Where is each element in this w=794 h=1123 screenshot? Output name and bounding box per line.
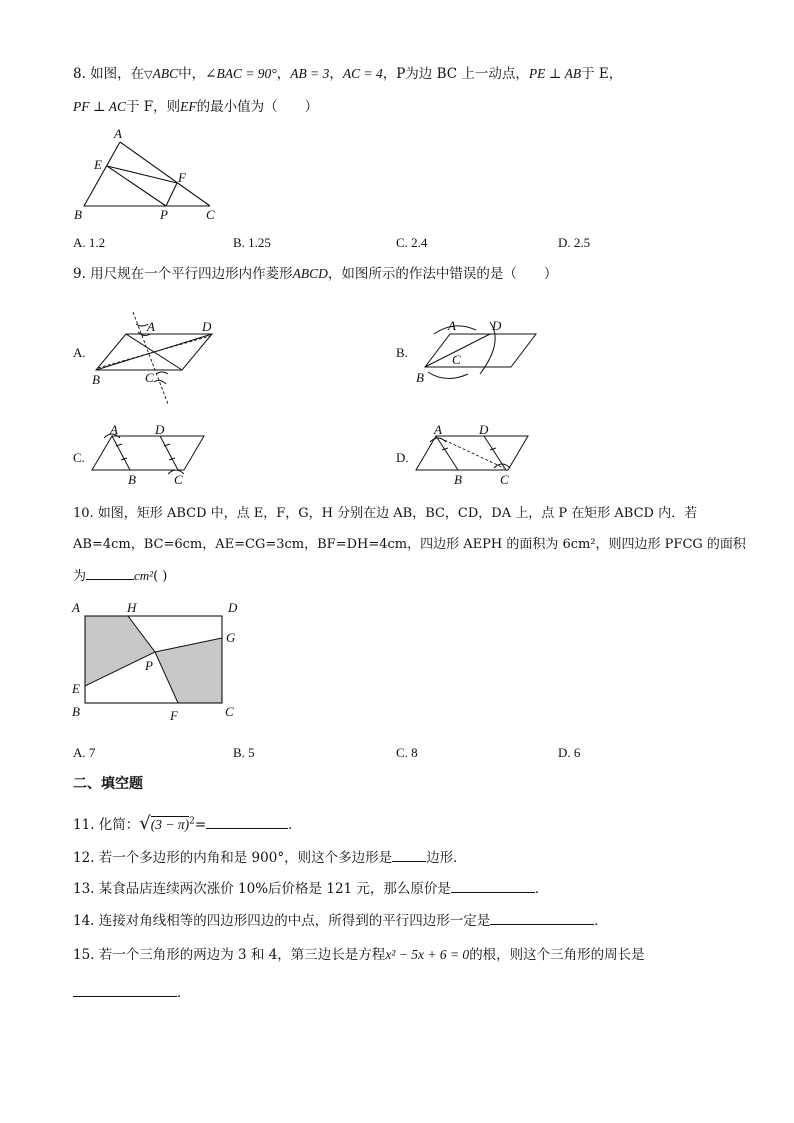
- q8-label-E: E: [94, 157, 102, 172]
- q10-label-G: G: [226, 630, 236, 645]
- q9-figure-a: [90, 312, 230, 407]
- q9-figure-c: [90, 422, 230, 492]
- q15-answer-blank[interactable]: [73, 984, 177, 997]
- q9a-label-D: D: [202, 319, 212, 334]
- q8-label-F: F: [178, 170, 186, 185]
- sqrt-symbol: √: [139, 813, 151, 834]
- q10-option-c[interactable]: C. 8: [396, 745, 418, 760]
- q10-rectangle-figure: [70, 598, 250, 728]
- q9-option-a[interactable]: A.: [73, 345, 86, 360]
- q8-line2: PF ⊥ AC于 F，则EF的最小值为（ ）: [73, 99, 319, 115]
- q13-line: 13. 某食品店连续两次涨价 10%后价格是 121 元，那么原价是 ．: [73, 881, 549, 897]
- q9-question: 9. 用尺规在一个平行四边形内作菱形ABCD，如图所示的作法中错误的是（ ）: [73, 266, 558, 282]
- q9-option-b[interactable]: B.: [396, 345, 408, 360]
- q10-line2: AB=4cm，BC=6cm，AE=CG=3cm，BF=DH=4cm，四边形 AEPH 的面积为 6cm²，则四边形 PFCG 的面积: [73, 537, 746, 552]
- q10-option-d[interactable]: D. 6: [558, 745, 581, 760]
- q10-line1: 10. 如图，矩形 ABCD 中，点 E，F，G，H 分别在边 AB，BC，CD，DA 上，点 P 在矩形 ABCD 内．若: [73, 506, 698, 521]
- q10-label-B: B: [72, 704, 80, 719]
- q12-line: 12. 若一个多边形的内角和是 900°，则这个多边形是 边形．: [73, 850, 467, 866]
- q9b-label-B: B: [416, 370, 424, 385]
- q11-line: 11. 化简：$√(3 - \pi)^2=$ ．: [73, 813, 302, 834]
- triangle-symbol: ▽: [144, 68, 153, 81]
- q9a-label-C: C: [145, 370, 154, 385]
- q10-label-E: E: [72, 681, 80, 696]
- q9a-label-A: A: [147, 319, 155, 334]
- q10-shaded-AEPH: [85, 616, 155, 686]
- q15-line1: 15. 若一个三角形的两边为 3 和 4，第三边长是方程x² − 5x + 6 = 0的根，则这个三角形的周长是: [73, 947, 645, 963]
- q8-label-A: A: [114, 126, 122, 141]
- q9b-label-D: D: [492, 318, 502, 333]
- q9d-label-D: D: [479, 422, 489, 437]
- q9a-label-B: B: [92, 372, 100, 387]
- q10-label-H: H: [127, 600, 137, 615]
- q9d-label-A: A: [434, 422, 442, 437]
- q10-label-F: F: [170, 708, 178, 723]
- q10-label-D: D: [228, 600, 238, 615]
- q10-shaded-PFCG: [155, 638, 222, 703]
- q13-answer-blank[interactable]: [451, 880, 535, 893]
- q10-label-P: P: [145, 658, 153, 673]
- q10-answer-blank[interactable]: [86, 567, 134, 580]
- q12-answer-blank[interactable]: [392, 849, 426, 862]
- q11-answer-blank[interactable]: [206, 816, 288, 829]
- q9d-label-B: B: [454, 472, 462, 487]
- q8-label-B: B: [74, 207, 82, 222]
- q9d-label-C: C: [500, 472, 509, 487]
- q9c-label-A: A: [110, 422, 118, 437]
- q8-line1: 8. 如图，在▽ABC中，∠BAC = 90°，AB = 3，AC = 4，P为边 BC 上一动点，PE ⊥ AB于 E，: [73, 66, 623, 82]
- q14-answer-blank[interactable]: [490, 912, 594, 925]
- q9c-label-D: D: [155, 422, 165, 437]
- q9b-label-C: C: [452, 352, 461, 367]
- q9b-label-A: A: [448, 318, 456, 333]
- q8-label-C: C: [206, 207, 215, 222]
- q10-option-a[interactable]: A. 7: [73, 745, 96, 760]
- section-heading: 二、填空题: [73, 776, 143, 792]
- q9c-label-B: B: [128, 472, 136, 487]
- q8-option-d[interactable]: D. 2.5: [558, 235, 591, 250]
- q10-option-b[interactable]: B. 5: [233, 745, 255, 760]
- q15-line2: ．: [73, 984, 191, 1001]
- q8-label-P: P: [160, 207, 168, 222]
- q8-triangle-figure: [70, 126, 230, 226]
- q9-figure-d: [414, 422, 554, 492]
- q10-label-C: C: [225, 704, 234, 719]
- q8-option-c[interactable]: C. 2.4: [396, 235, 428, 250]
- q10-label-A: A: [72, 600, 80, 615]
- q9-figure-b: [414, 312, 554, 392]
- q9-option-d[interactable]: D.: [396, 450, 409, 465]
- q9-option-c[interactable]: C.: [73, 450, 85, 465]
- q8-option-b[interactable]: B. 1.25: [233, 235, 271, 250]
- q8-option-a[interactable]: A. 1.2: [73, 235, 106, 250]
- q9c-label-C: C: [174, 472, 183, 487]
- q14-line: 14. 连接对角线相等的四边形四边的中点，所得到的平行四边形一定是 ．: [73, 913, 608, 929]
- q10-line3: 为 cm²( ): [73, 568, 168, 584]
